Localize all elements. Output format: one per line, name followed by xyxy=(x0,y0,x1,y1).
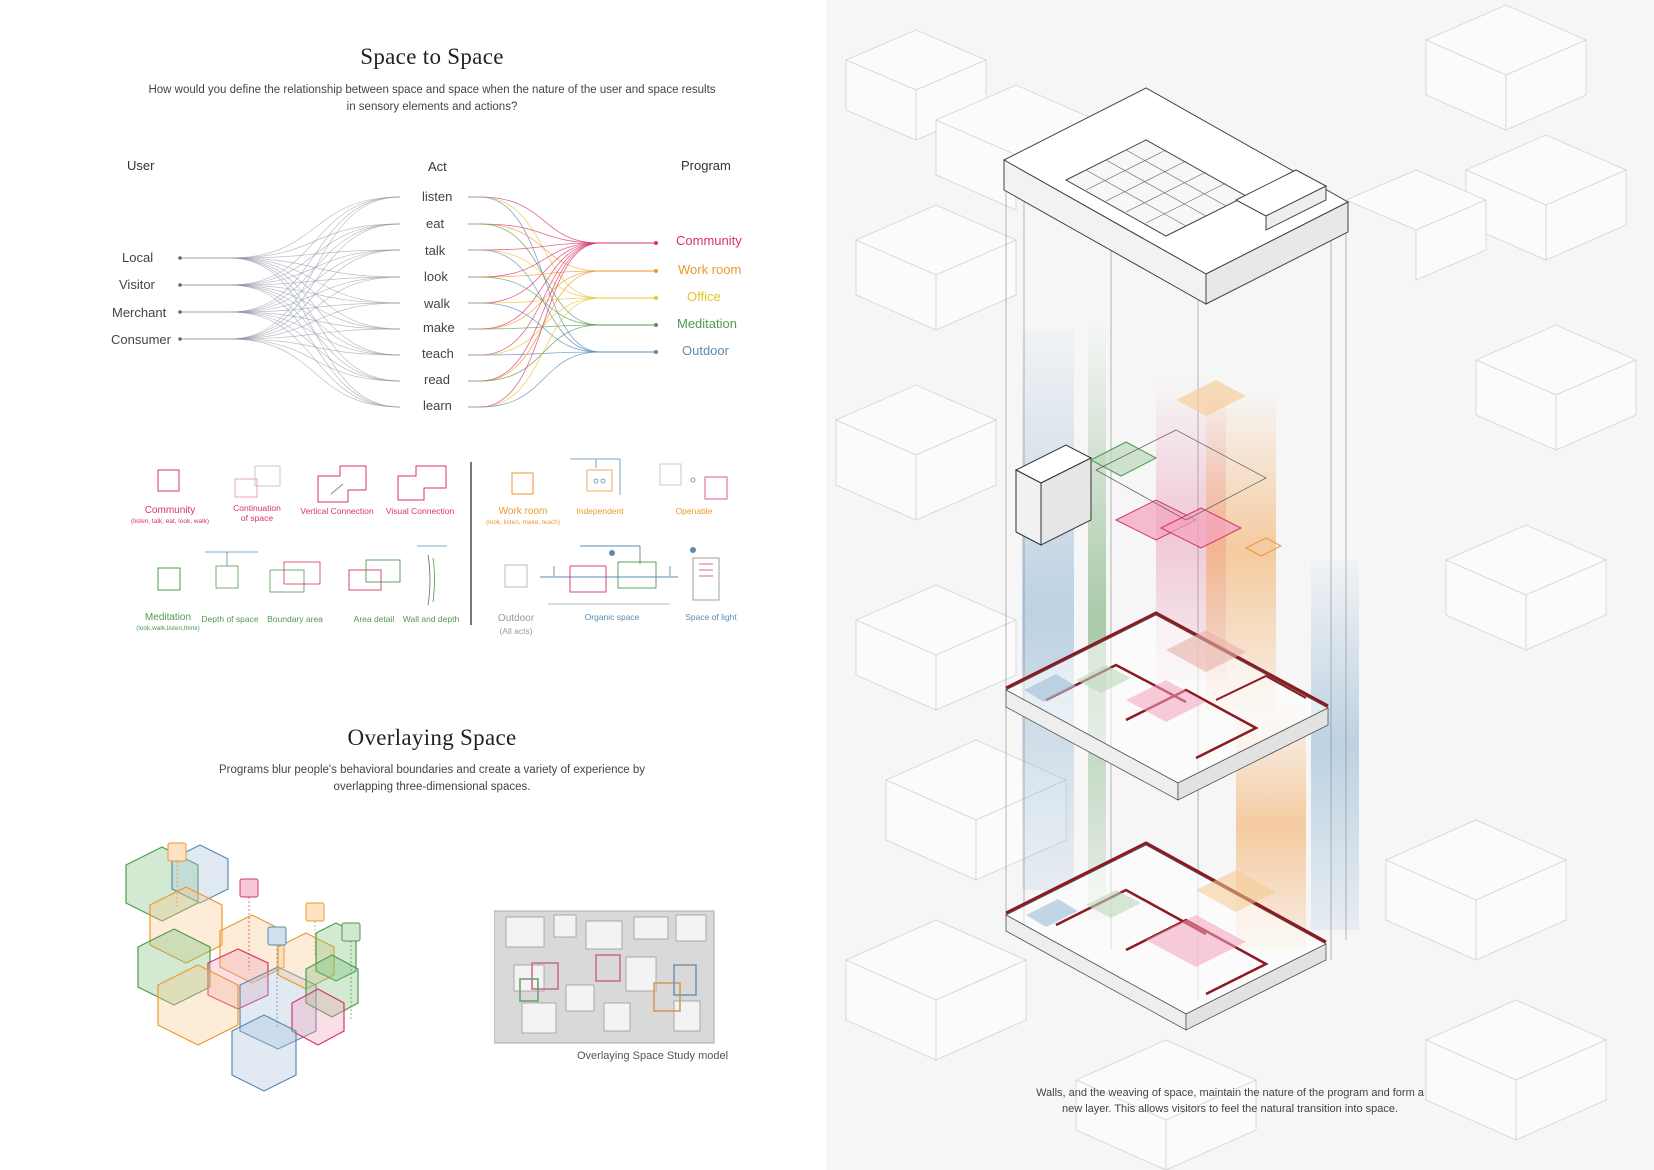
act-read: read xyxy=(424,372,451,387)
legend-space-of-light: Space of light xyxy=(685,612,737,622)
intro-line-2: in sensory elements and actions? xyxy=(346,101,518,113)
depth-of-space-icon xyxy=(205,552,258,588)
act-make: make xyxy=(423,320,455,335)
act-listen: listen xyxy=(422,189,453,204)
user-act-link xyxy=(230,197,400,339)
space-type-legend-graphics xyxy=(0,440,826,640)
legend-outdoor-label: Outdoor xyxy=(497,613,535,624)
wall-and-depth-icon xyxy=(417,546,447,605)
space-of-light-icon xyxy=(690,547,719,600)
outdoor-square-icon xyxy=(505,565,527,587)
overlaying-space-study-model xyxy=(494,903,718,1046)
network-links xyxy=(180,197,656,407)
section-title-overlaying-space: Overlaying Space xyxy=(347,725,517,750)
independent-icon xyxy=(570,459,620,495)
overlaying-hexagon-cluster xyxy=(110,835,390,1110)
program-node-dot xyxy=(654,269,658,273)
axonometric-caption xyxy=(1000,1085,1460,1117)
user-act-link xyxy=(230,285,400,355)
program-community: Community xyxy=(676,233,742,248)
user-act-link xyxy=(230,285,400,329)
user-node-dot xyxy=(178,283,182,287)
user-node-dot xyxy=(178,256,182,260)
book-icon xyxy=(240,879,258,897)
teacher-icon xyxy=(306,903,324,921)
legend-continuation-line2: of space xyxy=(240,513,274,523)
act-learn: learn xyxy=(423,398,452,413)
legend-community-label: Community xyxy=(144,505,196,516)
continuation-icon xyxy=(235,466,280,497)
exploded-axonometric-drawing xyxy=(826,0,1654,1170)
legend-vertical-connection: Vertical Connection xyxy=(300,506,374,516)
people-icon xyxy=(268,927,286,945)
intro-line-1: How would you define the relationship between space and space when the nature of the user and space results xyxy=(148,84,716,96)
legend-outdoor-sub: (All acts) xyxy=(499,626,533,636)
act-walk: walk xyxy=(424,296,451,311)
study-model-caption: Overlaying Space Study model xyxy=(577,1050,729,1062)
act-program-link xyxy=(480,197,600,243)
legend-openable: Openable xyxy=(675,506,713,516)
legend-continuation xyxy=(222,503,292,523)
legend-depth-of-space: Depth of space xyxy=(201,614,259,624)
section-title-space-to-space: Space to Space xyxy=(360,44,504,69)
visual-connection-icon xyxy=(398,466,446,500)
user-consumer: Consumer xyxy=(111,332,171,347)
column-header-act: Act xyxy=(428,159,447,174)
act-teach: teach xyxy=(422,346,454,361)
user-act-link xyxy=(230,312,400,355)
program-outdoor: Outdoor xyxy=(682,343,729,358)
column-header-user: User xyxy=(127,158,155,173)
user-act-link xyxy=(230,285,400,381)
hex-outdoor-3 xyxy=(232,1015,296,1091)
program-office: Office xyxy=(687,289,721,304)
user-visitor: Visitor xyxy=(119,277,155,292)
axonometric-drawing-panel xyxy=(826,0,1654,1170)
user-merchant: Merchant xyxy=(112,305,167,320)
legend-meditation-sub: (look,walk,listen,think) xyxy=(136,625,200,632)
user-act-link xyxy=(230,339,400,407)
user-act-program-network xyxy=(0,0,826,430)
program-meditation: Meditation xyxy=(677,316,737,331)
legend-independent: Independent xyxy=(576,506,624,516)
user-act-link xyxy=(230,339,400,381)
sewing-machine-icon xyxy=(168,843,186,861)
program-node-dot xyxy=(654,323,658,327)
legend-continuation-line1: Continuation xyxy=(233,503,281,513)
user-node-dot xyxy=(178,337,182,341)
user-act-link xyxy=(230,197,400,285)
openable-icon xyxy=(660,464,727,499)
act-eat: eat xyxy=(426,216,445,231)
legend-wall-and-depth: Wall and depth xyxy=(402,614,460,624)
area-detail-icon xyxy=(349,560,400,590)
axonometric-caption-line-1: Walls, and the weaving of space, maintain the nature of the program and form a xyxy=(1036,1087,1424,1099)
user-act-link xyxy=(230,312,400,407)
legend-area-detail: Area detail xyxy=(353,614,395,624)
boundary-area-icon xyxy=(270,562,320,592)
section2-intro-line-2: overlapping three-dimensional spaces. xyxy=(333,781,531,793)
act-talk: talk xyxy=(425,243,446,258)
legend-organic-space: Organic space xyxy=(584,612,640,622)
user-act-link xyxy=(230,250,400,339)
user-act-link xyxy=(230,258,400,303)
section2-intro-line-1: Programs blur people's behavioral boundaries and create a variety of experience by xyxy=(218,764,646,776)
organic-space-icon xyxy=(540,546,678,604)
workroom-square-icon xyxy=(512,473,533,494)
act-program-link xyxy=(480,271,600,381)
user-node-dot xyxy=(178,310,182,314)
program-work-room: Work room xyxy=(678,262,742,277)
section2-intro xyxy=(132,762,732,796)
legend-workroom-label: Work room xyxy=(498,506,548,517)
vertical-connection-icon xyxy=(318,466,366,502)
program-node-dot xyxy=(654,350,658,354)
axonometric-caption-line-2: new layer. This allows visitors to feel the natural transition into space. xyxy=(1061,1103,1399,1115)
user-act-link xyxy=(230,312,400,381)
program-node-dot xyxy=(654,241,658,245)
community-square-icon xyxy=(158,470,179,491)
meditation-person-icon xyxy=(342,923,360,941)
act-look: look xyxy=(424,269,448,284)
program-node-dot xyxy=(654,296,658,300)
legend-workroom-sub: (look, listen, make, teach) xyxy=(485,519,561,526)
legend-visual-connection: Visual Connection xyxy=(385,506,455,516)
legend-community-sub: (listen, talk, eat, look, walk) xyxy=(130,518,210,525)
legend-boundary-area: Boundary area xyxy=(267,614,323,624)
act-program-link xyxy=(480,243,600,329)
act-program-link xyxy=(480,243,600,381)
user-local: Local xyxy=(122,250,154,265)
meditation-square-icon xyxy=(158,568,180,590)
legend-meditation-label: Meditation xyxy=(144,612,192,623)
column-header-program: Program xyxy=(681,158,731,173)
